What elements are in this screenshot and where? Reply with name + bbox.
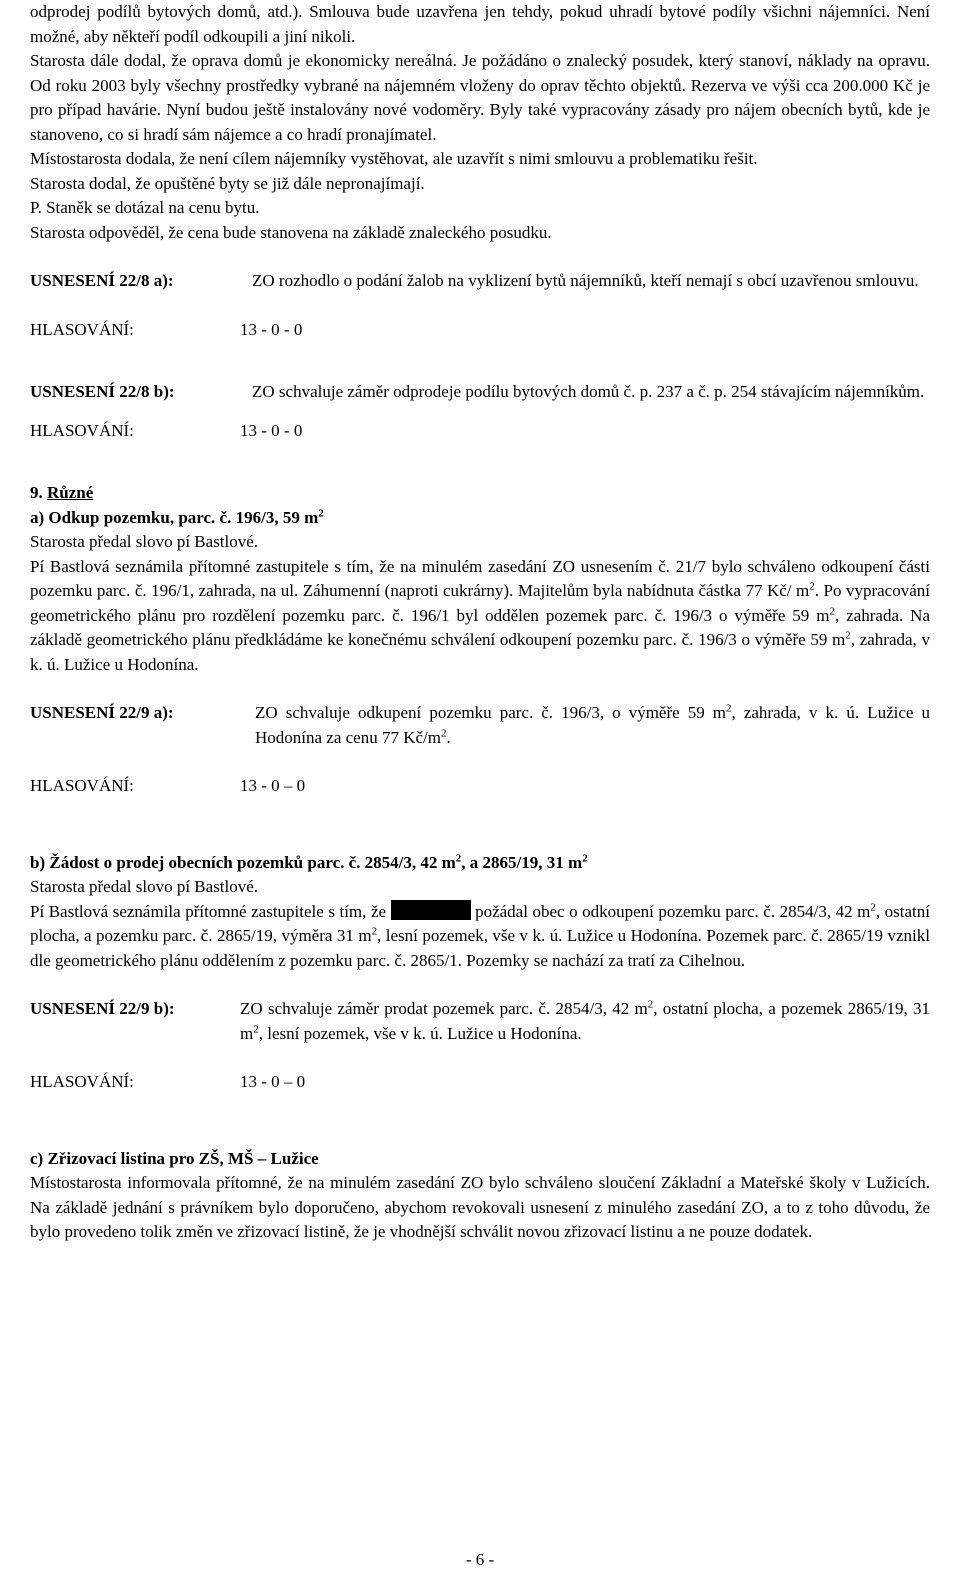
vote-22-9-b [30,1070,930,1095]
document-page [30,0,930,1245]
redaction-block [391,900,471,920]
resolution-label: USNESENÍ 22/9 b): [30,999,175,1018]
paragraph-intro-2: Starosta dále dodal, že oprava domů je ekonomicky nereálná. Je požádáno o znalecký posudek, který stanoví, náklady na opravu. Od roku 2003 byly všechny prostředky vybrané na nájemném vloženy do oprav těchto objektů. Rezerva ve výši cca 200.000 Kč je pro případ havárie. Nyní budou ještě instalovány nové vodoměry. Byly také vypracovány zásady pro nájem obecních bytů, kde je stanoveno, co si hradí sám nájemce a co hradí pronajímatel. [30,51,930,144]
paragraph-intro-4: Starosta dodal, že opuštěné byty se již dále nepronajímají. [30,173,425,193]
section-number: 9. [30,483,43,502]
vote-22-8-a [30,318,930,343]
resolution-22-9-a [30,701,930,750]
paragraph-intro-6: Starosta odpověděl, že cena bude stanovena na základě znaleckého posudku. [30,222,552,242]
vote-label: HLASOVÁNÍ: [30,319,134,339]
subsection-b-heading: b) Žádost o prodej obecních pozemků parc. č. 2854/3, 42 $m^2$, a 2865/19, 31 $m^2$ [30,851,588,872]
paragraph-9a-line1: Starosta předal slovo pí Bastlové. [30,532,259,551]
vote-label: HLASOVÁNÍ: [30,776,134,795]
paragraph-9a-body: Pí Bastlová seznámila přítomné zastupitele s tím, že na minulém zasedání ZO usnesením č. 21/7 bylo schváleno odkoupení části pozemku parc. č. 196/1, zahrada, na ul. Záhumenní (naproti cukrárny). Majitelům byla nabídnuta částka 77 Kč/ $m^2$. Po vypracování geometrického plánu pro rozdělení pozemku parc. č. 196/1 byl oddělen pozemek parc. č. 196/3 o výměře 59 $m^2$, zahrada. Na základě geometrického plánu předkládáme ke konečnému schválení odkoupení pozemku parc. č. 196/3 o výměře 59 $m^2$, zahrada, v k. ú. Lužice u Hodonína. [30,556,930,674]
vote-value: 13 - 0 - 0 [240,420,303,440]
section-title: Různé [47,483,94,502]
resolution-text: ZO schvaluje odkupení pozemku parc. č. 196/3, o výměře 59 $m^2$, zahrada, v k. ú. Lužice u Hodonína za cenu 77 $Kč/m^2$. [255,702,930,747]
resolution-22-8-b [30,380,930,405]
resolution-label: USNESENÍ 22/8 b): [30,382,175,401]
superscript: 2 [318,506,324,519]
vote-22-9-a [30,774,930,799]
resolution-text: ZO rozhodlo o podání žalob na vyklizení bytů nájemníků, kteří nemají s obcí uzavřenou smlouvu. [252,271,919,290]
subsection-a-title: a) Odkup pozemku, parc. č. 196/3, 59 m [30,507,319,527]
vote-label: HLASOVÁNÍ: [30,1072,134,1091]
section-9-heading [30,481,930,506]
vote-label: HLASOVÁNÍ: [30,420,134,440]
paragraph-b-body: Pí Bastlová seznámila přítomné zastupitele s tím, že požádal obec o odkoupení pozemku parc. č. 2854/3, 42 $m^2$, ostatní plocha, a pozemku parc. č. 2865/19, výměra 31 $m^2$, lesní pozemek, vše v k. ú. Lužice u Hodonína. Pozemek parc. č. 2865/19 vznikl dle geometrického plánu oddělením z pozemku parc. č. 2865/1. Pozemky se nachází za tratí za Cihelnou. [30,900,931,970]
vote-value: 13 - 0 – 0 [240,776,306,795]
resolution-text: ZO schvaluje záměr odprodeje podílu bytových domů č. p. 237 a č. p. 254 stávajícím nájemníkům. [252,382,925,401]
vote-value: 13 - 0 - 0 [240,319,303,339]
paragraph-intro-5: P. Staněk se dotázal na cenu bytu. [30,198,260,217]
page-number: - 6 - [465,1550,495,1569]
paragraph-intro-1: odprodej podílů bytových domů, atd.). Smlouva bude uzavřena jen tehdy, pokud uhradí bytové podíly všichni nájemníci. Není možné, aby někteří podíl odkoupili a jiní nikoli. [30,2,930,46]
vote-22-8-b [30,419,930,444]
subsection-a-heading [30,506,930,531]
paragraph-b-line1: Starosta předal slovo pí Bastlové. [30,877,259,896]
paragraph-c-body: Místostarosta informovala přítomné, že na minulém zasedání ZO bylo schváleno sloučení Základní a Mateřské školy v Lužicích. Na základě jednání s právníkem bylo doporučeno, abychom revokovali usnesení z minulého zasedání ZO, a to z toho důvodu, že bylo provedeno tolik změn ve zřizovací listině, že je vhodnější schválit novou zřizovací listinu a ne pouze dodatek. [30,1173,930,1241]
resolution-22-8-a [30,269,930,294]
resolution-text: ZO schvaluje záměr prodat pozemek parc. č. 2854/3, 42 $m^2$, ostatní plocha, a pozemek 2865/19, 31 $m^2$, lesní pozemek, vše v k. ú. Lužice u Hodonína. [240,998,930,1043]
vote-value: 13 - 0 – 0 [240,1072,306,1091]
resolution-22-9-b [30,997,930,1046]
resolution-label: USNESENÍ 22/9 a): [30,703,174,722]
resolution-label: USNESENÍ 22/8 a): [30,271,174,290]
subsection-c-heading: c) Zřizovací listina pro ZŠ, MŠ – Lužice [30,1148,319,1168]
paragraph-intro-3: Místostarosta dodala, že není cílem nájemníky vystěhovat, ale uzavřít s nimi smlouvu a problematiku řešit. [30,149,758,168]
